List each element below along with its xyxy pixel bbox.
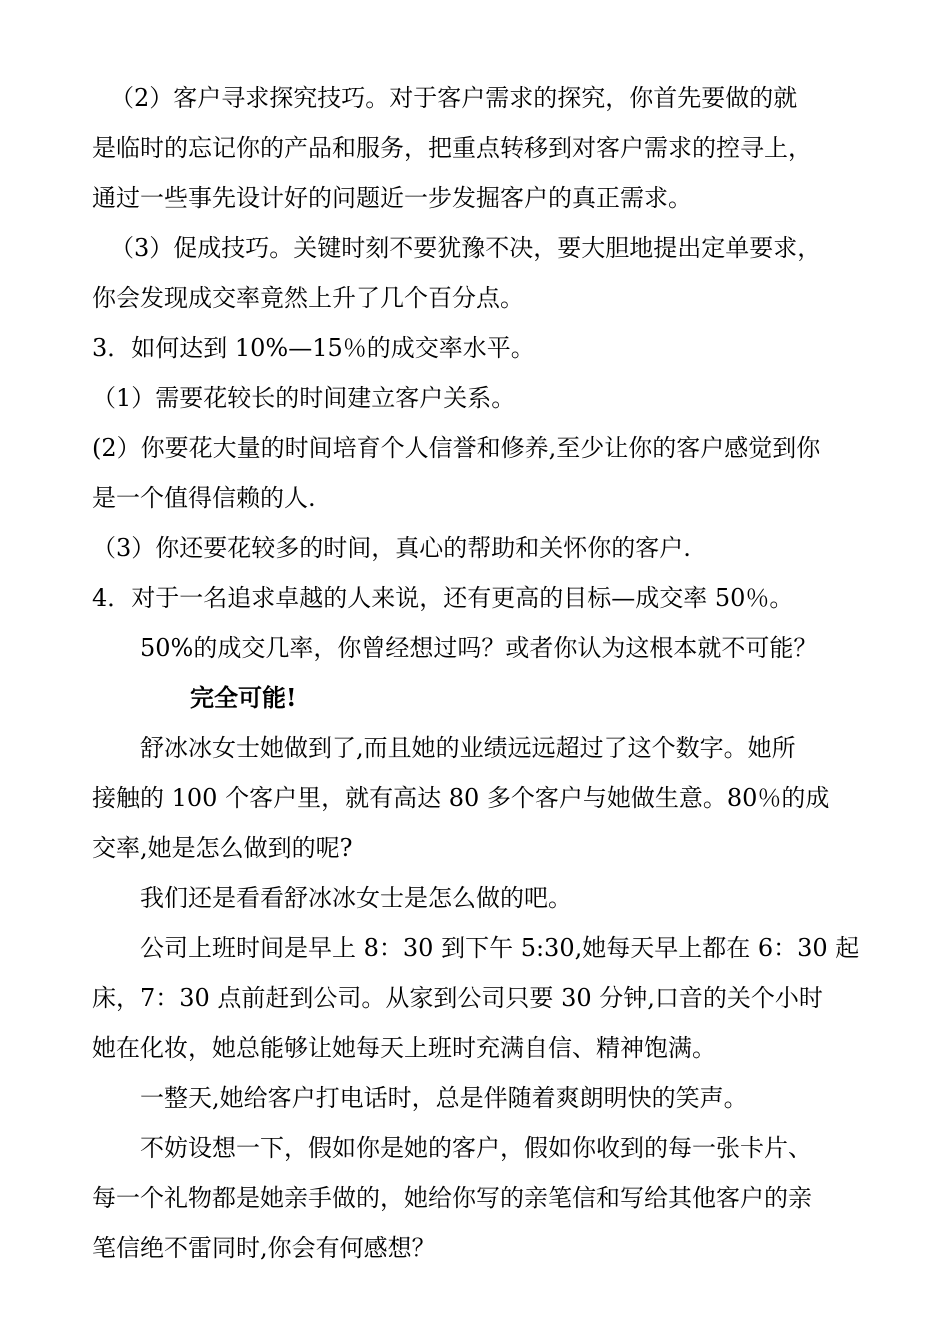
paragraph-line: 一整天,她给客户打电话时，总是伴随着爽朗明快的笑声。 — [140, 1084, 748, 1112]
paragraph-line: 舒冰冰女士她做到了,而且她的业绩远远超过了这个数字。她所 — [140, 734, 796, 762]
list-item: （1）需要花较长的时间建立客户关系。 — [92, 384, 516, 412]
paragraph-line: 是一个值得信赖的人. — [92, 484, 316, 512]
paragraph-line: 公司上班时间是早上 8：30 到下午 5:30,她每天早上都在 6：30 起 — [140, 934, 860, 962]
paragraph-line: 交率,她是怎么做到的呢? — [92, 834, 353, 862]
section-heading: 3．如何达到 10%—15％的成交率水平。 — [92, 334, 535, 362]
paragraph-line: 你会发现成交率竟然上升了几个百分点。 — [92, 284, 524, 312]
paragraph-line: 是临时的忘记你的产品和服务，把重点转移到对客户需求的控寻上， — [92, 134, 812, 162]
paragraph-line: 50%的成交几率，你曾经想过吗？或者你认为这根本就不可能？ — [140, 634, 818, 662]
list-item: (2）你要花大量的时间培育个人信誉和修养,至少让你的客户感觉到你 — [92, 434, 821, 462]
list-item: （3）你还要花较多的时间，真心的帮助和关怀你的客户. — [92, 534, 691, 562]
paragraph-line: 不妨设想一下，假如你是她的客户，假如你收到的每一张卡片、 — [140, 1134, 812, 1162]
paragraph-line: 接触的 100 个客户里，就有高达 80 多个客户与她做生意。80％的成 — [92, 784, 830, 812]
emphasis-heading: 完全可能! — [190, 683, 297, 712]
section-heading: 4．对于一名追求卓越的人来说，还有更高的目标—成交率 50％。 — [92, 584, 794, 612]
paragraph-line: 她在化妆，她总能够让她每天上班时充满自信、精神饱满。 — [92, 1034, 716, 1062]
paragraph-line: 通过一些事先设计好的问题近一步发掘客户的真正需求。 — [92, 184, 692, 212]
paragraph-line: 我们还是看看舒冰冰女士是怎么做的吧。 — [140, 884, 572, 912]
paragraph-line: （3）促成技巧。关键时刻不要犹豫不决，要大胆地提出定单要求， — [110, 234, 822, 262]
paragraph-line: （2）客户寻求探究技巧。对于客户需求的探究，你首先要做的就 — [110, 84, 798, 112]
paragraph-line: 笔信绝不雷同时,你会有何感想？ — [92, 1234, 436, 1262]
paragraph-line: 每一个礼物都是她亲手做的，她给你写的亲笔信和写给其他客户的亲 — [92, 1184, 812, 1212]
paragraph-line: 床，7：30 点前赶到公司。从家到公司只要 30 分钟,口音的关个小时 — [92, 984, 823, 1012]
